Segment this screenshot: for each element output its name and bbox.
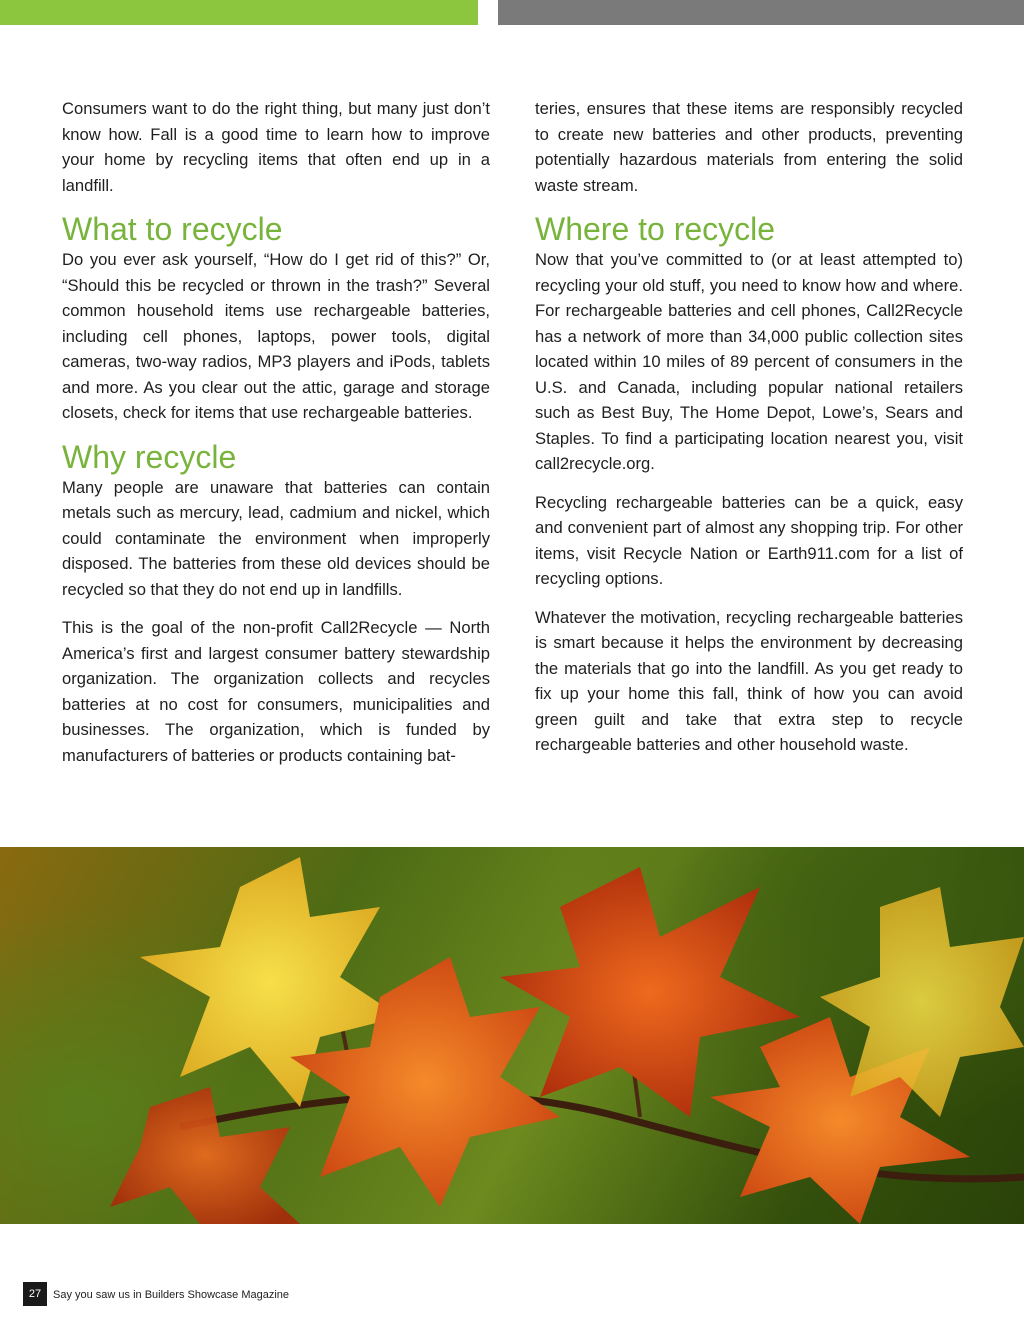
header-bar-green [0,0,478,25]
page-number: 27 [23,1282,47,1306]
header-bar-gray [498,0,1024,25]
autumn-leaves-photo [0,847,1024,1224]
right-column [535,96,963,771]
left-column [62,96,490,781]
where-to-recycle-paragraph-2: Recycling rechargeable batteries can be a quick, easy and convenient part of almost any shopping trip. For other items, visit Recycle Nation or Earth911.com for a list of recycling options. [535,492,963,588]
why-recycle-heading: Why recycle [62,438,237,475]
what-to-recycle-heading: What to recycle [62,211,283,247]
what-to-recycle-paragraph: Do you ever ask yourself, “How do I get rid of this?” Or, “Should this be recycled or thrown in the trash?” Several common household items use rechargeable batteries, including cell phones, laptops, power tools, digital cameras, two-way radios, MP3 players and iPods, tablets and more. As you clear out the attic, garage and storage closets, check for items that use rechargeable batteries. [62,250,490,422]
intro-paragraph: Consumers want to do the right thing, but many just don’t know how. Fall is a good time to learn how to improve your home by recycling items that often end up in a landfill. [62,99,490,195]
where-to-recycle-paragraph-1: Now that you’ve committed to (or at least attempted to) recycling your old stuff, you need to know how and where. For rechargeable batteries and cell phones, Call2Recycle has a network of more than 34,000 public collection sites located within 10 miles of 89 percent of consumers in the U.S. and Canada, including popular national retailers such as Best Buy, The Home Depot, Lowe’s, Sears and Staples. To find a participating location nearest you, visit call2recycle.org. [535,250,963,473]
where-to-recycle-heading: Where to recycle [535,211,776,247]
why-recycle-paragraph-2: This is the goal of the non-profit Call2Recycle — North America’s first and largest consumer battery stewardship organization. The organization collects and recycles batteries at no cost for consumers, municipalities and businesses. The organization, which is funded by manufacturers of batteries or products containing bat- [62,618,490,765]
continued-paragraph: teries, ensures that these items are responsibly recycled to create new batteries and other products, preventing potentially hazardous materials from entering the solid waste stream. [535,99,963,195]
autumn-leaves-illustration [0,847,1024,1224]
why-recycle-paragraph-1: Many people are unaware that batteries can contain metals such as mercury, lead, cadmium and nickel, which could contaminate the environment when improperly disposed. The batteries from these old devices should be recycled so that they do not end up in landfills. [62,477,490,599]
where-to-recycle-paragraph-3: Whatever the motivation, recycling rechargeable batteries is smart because it helps the environment by decreasing the materials that go into the landfill. As you get ready to fix up your home this fall, think of how you can avoid green guilt and take that extra step to recycle rechargeable batteries and other household waste. [535,607,963,754]
footer-tagline: Say you saw us in Builders Showcase Magazine [53,1289,290,1301]
